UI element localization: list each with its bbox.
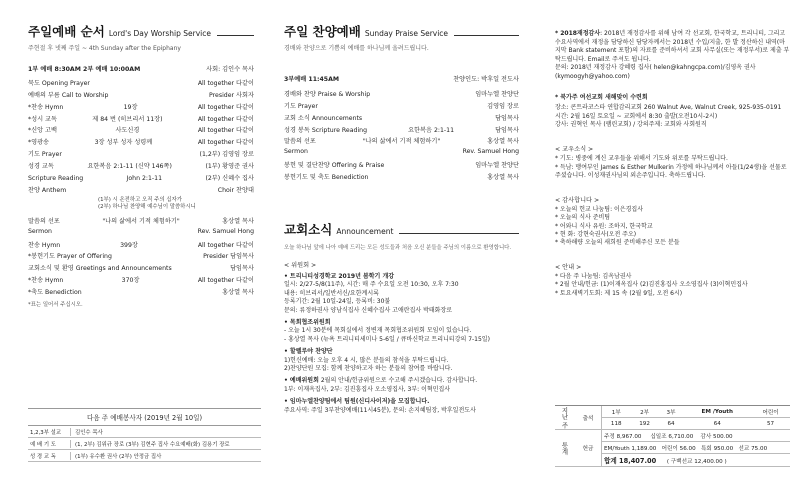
offering-row: [602, 442, 791, 454]
order-item: 경배와 찬양 Praise & Worship: [284, 90, 371, 98]
order-leader: All together 다같이: [197, 277, 254, 285]
last-week-stats-table: [555, 405, 790, 467]
order-item: 성경 교독: [28, 163, 54, 171]
next-week-servers-title: 다음 주 예배봉사자 (2019년 2월 10일): [28, 408, 261, 426]
offering-value: EM/Youth 1,189.00: [604, 445, 657, 452]
order-item: Sermon: [284, 148, 308, 156]
officiant: 사회: 김인수 목사: [206, 66, 254, 73]
order-row: [28, 263, 254, 275]
offering-value: 주정 8,967.00: [604, 433, 642, 440]
announcement-title: • 할렐루야 찬양단: [284, 348, 333, 356]
praise-service-column: [264, 0, 529, 486]
guide-line: * 2월 안내/헌금: (1)이재옥집사 (2)김진홍집사 오소영집사 (3)이혁민집사: [555, 281, 748, 289]
thanks-line: * 축하해량 오늘의 새희원 준비해주신 모든 분들: [555, 239, 680, 247]
attendance-value: 57: [751, 418, 790, 430]
offering-value: 선교 75.00: [738, 445, 768, 452]
praise-service-title-en: Sunday Praise Service: [364, 29, 449, 38]
order-leader: 홍상열 목사: [487, 174, 519, 182]
offering-label: 헌금: [575, 430, 602, 467]
order-item: *축도 Benediction: [28, 289, 82, 297]
attendance-value: 192: [631, 418, 659, 430]
server-names: 김인수 목사: [75, 429, 103, 436]
order-leader: 홍상열 목사: [222, 217, 254, 225]
guide-line: * 토요새벽기도회: 제 15 속 (2월 9일, 오전 6시): [555, 289, 683, 297]
offering-value: 어린이 56.00: [661, 445, 696, 452]
member-news-heading: < 교우소식 >: [555, 145, 594, 153]
order-row: [28, 137, 254, 149]
praise-order-list: [284, 89, 519, 184]
thanks-line: * 어와니 식사 유원: 조하지, 한국학교: [555, 222, 653, 230]
order-row: [28, 161, 254, 173]
order-detail: 3장 성부 성자 성령께: [94, 139, 153, 147]
order-list: [28, 78, 254, 299]
order-row: [284, 101, 519, 113]
server-names: (1, 2부) 김위규 장로 (3부) 김현주 집사 수요예배(화) 김용기 장로: [75, 441, 230, 448]
order-row: [28, 240, 254, 252]
order-leader: (1,2부) 김영임 장로: [199, 151, 254, 159]
order-row: [28, 251, 254, 263]
anthem-note: (2부) 하나님 찬양해 예수님이 말씀하시니: [98, 204, 196, 211]
attendance-value: 64: [683, 418, 751, 430]
member-news-line: * 기도: 병중에 계신 교우들을 위해서 기도와 위로를 부탁드립니다.: [555, 154, 728, 162]
order-row: [284, 148, 519, 160]
order-item: 성경 봉독 Scripture Reading: [284, 126, 368, 134]
order-leader: Choir 찬양대: [217, 186, 254, 194]
announcement-title: • 목회협조위원회: [284, 319, 331, 327]
announcement-item: [284, 319, 519, 344]
order-leader: Rev. Samuel Hong: [197, 227, 254, 235]
order-row: [28, 228, 254, 240]
order-row: [28, 125, 254, 137]
order-row: [28, 102, 254, 114]
heading-rule: [399, 233, 519, 234]
audit-notice: [555, 30, 790, 64]
order-item: 교회소식 및 환영 Greetings and Announcements: [28, 265, 172, 273]
order-detail: 제 84 번 (히브리서 11장): [92, 115, 163, 123]
order-leader: 김영임 장로: [487, 102, 519, 110]
member-news-line: * 득남: 맹여부인 James & Esther Mulkerin 가정에 하나님께서 아들(1/24생)을 선물로 주셨습니다. 이성재권사님의 외손주입니다. 축하드립니다.: [555, 163, 787, 180]
order-row: [28, 185, 254, 197]
offering-row: [602, 430, 791, 442]
announcements-title-en: Announcement: [336, 227, 394, 237]
building-fund: ( 구백선교 12,400.00 ): [666, 459, 727, 465]
audit-contact: 문의: 2018년 재정감사 강혜령 집사( helen@kahngcpa.com)/김영옥 권사 (kymoogyh@yahoo.com): [555, 64, 756, 80]
retreat-title: * 북가주 여선교회 새해맞이 수련회: [555, 93, 648, 101]
order-detail: "나의 삶에서 기적 체험하기": [362, 138, 441, 146]
offering-value: 특회 950.00: [701, 445, 734, 452]
order-row: [284, 125, 519, 137]
order-row: [28, 216, 254, 228]
server-role: 예 배 기 도: [28, 440, 71, 448]
service-times-row: [28, 64, 254, 76]
audit-title: * 2018재정감사: [555, 30, 601, 37]
heading-rule: [217, 35, 254, 36]
stats-header: 어린이: [751, 406, 790, 418]
announcement-line: - 오늘 1시 30분에 목회실에서 정변재 목회협조위원회 모임이 있습니다.: [284, 327, 472, 335]
order-item: 기도 Prayer: [28, 151, 62, 159]
order-row: [28, 90, 254, 102]
order-leader: 홍상열 목사: [487, 138, 519, 146]
offering-total-row: [602, 454, 791, 467]
order-leader: 담임목사: [495, 114, 519, 122]
order-detail: 399장: [120, 241, 138, 249]
attendance-value: 64: [659, 418, 684, 430]
welcome-text: 오늘 하나님 앞에 나아 예배 드리는 모든 성도들과 처음 오신 분들을 주님의 이름으로 환영합니다.: [284, 245, 512, 252]
praise-service-subtitle: 경배와 찬양으로 기쁨의 예배를 하나님께 올려드립니다.: [284, 45, 429, 52]
order-leader: All together 다같이: [197, 127, 254, 135]
order-leader: All together 다같이: [197, 103, 254, 111]
order-leader: All together 다같이: [197, 139, 254, 147]
committee-heading: < 위원회 >: [284, 262, 317, 270]
table-row: [555, 406, 790, 418]
attendance-value: 118: [602, 418, 631, 430]
offering-total: 합계 18,407.00: [604, 457, 657, 465]
order-item: *찬송 Hymn: [28, 277, 64, 285]
order-item: *신앙 고백: [28, 127, 57, 135]
worship-order-subtitle: 주현절 후 넷째 주일 ~ 4th Sunday after the Epiphany: [28, 45, 181, 52]
order-leader: (1부) 황영준 권사: [205, 163, 254, 171]
table-row: [28, 426, 261, 438]
order-leader: Presider 담임목사: [203, 253, 254, 261]
order-item: 찬송 Hymn: [28, 241, 61, 249]
thanks-line: * 현 화: 강현숙권사(오전 주오): [555, 230, 637, 238]
retreat-line: 시간: 2월 16일 토요일 ~ 교회에서 8:30 출발(오전10시-2시): [555, 112, 718, 120]
stats-header: EM /Youth: [683, 406, 751, 418]
audit-body: : 2018년 재정감사를 위해 남여 각 선교회, 한국학교, 트리니티, 그리고 수요사역에서 재정을 담당하신 담당자께서는 2018년 수입/지출, 한 발 정산하신 내역(마지막 Bank statement 포함)의 자료를 준비하셔서 교회 사무실(또는 재정부서)로 제출 부탁드립니다. Email로 주셔도 됩니다.: [555, 30, 790, 63]
order-item: *봉헌기도 Prayer of Offering: [28, 253, 112, 261]
server-role: 성 경 교 독: [28, 452, 71, 460]
order-leader: All together 다같이: [197, 115, 254, 123]
praise-time: 3부예배 11:45AM: [284, 76, 340, 83]
order-row: [28, 287, 254, 299]
announcement-line: 1부: 이재옥집사, 2부: 김진흥집사 오소영집사, 3부: 이혁민집사: [284, 385, 451, 393]
order-detail: 요한복음 2:1-11: [408, 126, 455, 134]
announcement-title: • 임마누엘찬양팀에서 팀원(신디사이저)을 모집합니다.: [284, 398, 430, 406]
order-leader: 담임목사: [495, 126, 519, 134]
order-leader: All together 다같이: [197, 241, 254, 249]
order-leader: Rev. Samuel Hong: [462, 148, 519, 156]
announcement-line: 등록기간: 2월 10일-24일, 등록비: 30불: [284, 298, 391, 306]
announcement-item: [284, 398, 519, 415]
order-detail: "나의 삶에서 기적 체험하기": [102, 217, 180, 225]
order-item: 예배의 부름 Call to Worship: [28, 91, 109, 99]
offering-value: 감사 500.00: [700, 433, 733, 440]
standing-footnote: *표는 일어서 주십시오.: [28, 302, 83, 309]
order-item: Scripture Reading: [28, 175, 84, 183]
service-times: 1부 예배 8:30AM 2부 예배 10:00AM: [28, 66, 141, 73]
order-row: [284, 113, 519, 125]
server-names: (1부) 유수환 권사 (2부) 안정금 집사: [75, 453, 162, 460]
order-item: *영광송: [28, 139, 50, 147]
order-detail: 사도신경: [115, 127, 140, 135]
worship-order-title-en: Lord's Day Worship Service: [108, 29, 211, 38]
announcement-line: 1)헌신예배: 오늘 오후 4 시, 많은 분들의 참석을 부탁드립니다.: [284, 356, 449, 364]
announcement-line: 문의: 류정하권사 양남식집사 신혜수집사 고애란집사 박태화장로: [284, 306, 453, 314]
order-leader: Presider 사회자: [209, 91, 254, 99]
order-detail: 요한복음 2:1-11 (신약 146쪽): [87, 163, 172, 171]
order-item: 기도 Prayer: [284, 102, 318, 110]
server-role: 1,2,3부 설교: [28, 428, 71, 436]
order-item: *성시 교독: [28, 115, 57, 123]
order-row: [28, 275, 254, 287]
order-row: [28, 78, 254, 90]
worship-order-title: 주일예배 순서: [28, 24, 105, 39]
order-row: [284, 136, 519, 148]
announcement-line: 2월의 안내/헌금위원으로 수고해 주시겠습니다. 감사합니다.: [320, 377, 478, 385]
order-item: *찬송 Hymn: [28, 103, 64, 111]
order-row: [28, 114, 254, 126]
order-item: 묵도 Opening Prayer: [28, 79, 90, 87]
thanks-line: * 오늘의 헌교 나눔팀: 이은경집사: [555, 205, 643, 213]
praise-time-row: [284, 74, 519, 86]
order-leader: All together 다같이: [197, 79, 254, 87]
order-item: 봉헌 및 결단찬양 Offering & Praise: [284, 162, 385, 170]
announcement-item: [284, 377, 519, 394]
stats-header: 2부: [631, 406, 659, 418]
guide-line: * 다음 주 나눔팀: 김옥남권사: [555, 272, 632, 280]
heading-rule: [454, 35, 519, 36]
announcement-title: • 트리니티성경학교 2019년 봄학기 개강: [284, 273, 395, 281]
announcement-line: 내용: 히브리서/일반서신/요한계시록: [284, 289, 379, 297]
worship-order-heading: [28, 22, 254, 40]
order-leader: 임마누엘 찬양단: [475, 90, 519, 98]
announcement-line: - 홍상열 목사 (뉴욕 트리니티세미나 5-6일 / 큐바신학교 트리니티강의 7-15일): [284, 335, 490, 343]
announcement-title: • 예배위원회: [284, 377, 319, 385]
stats-label: 지난 주: [555, 406, 575, 430]
order-item: 교회 소식 Announcements: [284, 114, 363, 122]
order-item: 말씀의 선포: [284, 138, 316, 146]
thanks-line: * 오늘의 식사 준비팀: [555, 214, 611, 222]
thanks-heading: < 감사합니다 >: [555, 196, 600, 204]
retreat-line: 강사: 권혁인 목사 (램린교회) / 강의주제: 교회와 사회원직: [555, 121, 707, 129]
offering-value: 십일조 6,710.00: [650, 433, 694, 440]
order-item: Sermon: [28, 227, 52, 235]
order-leader: (2부) 신혜수 집사: [205, 175, 254, 183]
order-leader: 담임목사: [230, 265, 254, 273]
next-week-servers-table: [28, 408, 261, 462]
order-leader: 홍상열 목사: [222, 289, 254, 297]
order-row: [284, 172, 519, 184]
order-item: 찬양 Anthem: [28, 186, 67, 194]
order-row: [28, 149, 254, 161]
order-row: [284, 89, 519, 101]
announcements-title: 교회소식: [284, 222, 333, 238]
praise-service-heading: [284, 22, 519, 40]
announcement-item: [284, 348, 519, 373]
table-row: [28, 450, 261, 462]
stats-header: 1부: [602, 406, 631, 418]
announcement-item: [284, 273, 519, 315]
praise-service-title: 주일 찬양예배: [284, 24, 361, 39]
retreat-line: 장소: 콘트라코스타 연합감리교회 260 Walnut Ave, Walnut Creek, 925-935-0191: [555, 104, 782, 112]
guide-heading: < 안내 >: [555, 263, 582, 271]
order-row: [284, 160, 519, 172]
order-detail: 19장: [123, 103, 138, 111]
order-item: 말씀의 선포: [28, 217, 60, 225]
attendance-label: 출석: [575, 406, 602, 430]
order-item: 봉헌기도 및 축도 Benediction: [284, 174, 369, 182]
table-row: [28, 438, 261, 450]
announcement-line: 일시: 2/27-5/8(11주), 시간: 매 주 수요일 오전 10:30, 오후 7:30: [284, 281, 459, 289]
announcement-line: 2)찬양단원 모집: 함께 찬양하고자 하는 분들의 참여를 바랍니다.: [284, 365, 453, 373]
order-leader: 임마누엘 찬양단: [475, 162, 519, 170]
announcements-heading: [284, 220, 519, 238]
announcement-line: 주요사역: 주일 3부찬양예배(11시45분), 문의: 손지혜팀장, 박후일전도사: [284, 406, 476, 414]
order-detail: 370장: [121, 277, 140, 285]
order-row: [28, 173, 254, 185]
table-row: [555, 430, 790, 442]
stats-header: 3부: [659, 406, 684, 418]
praise-leader: 찬양인도: 박후일 전도사: [453, 76, 519, 83]
anthem-note: (1부) 시 온전하고 오직 주의 십자가: [98, 196, 182, 203]
stats-label: 통계: [555, 430, 575, 467]
order-detail: John 2:1-11: [126, 175, 163, 183]
